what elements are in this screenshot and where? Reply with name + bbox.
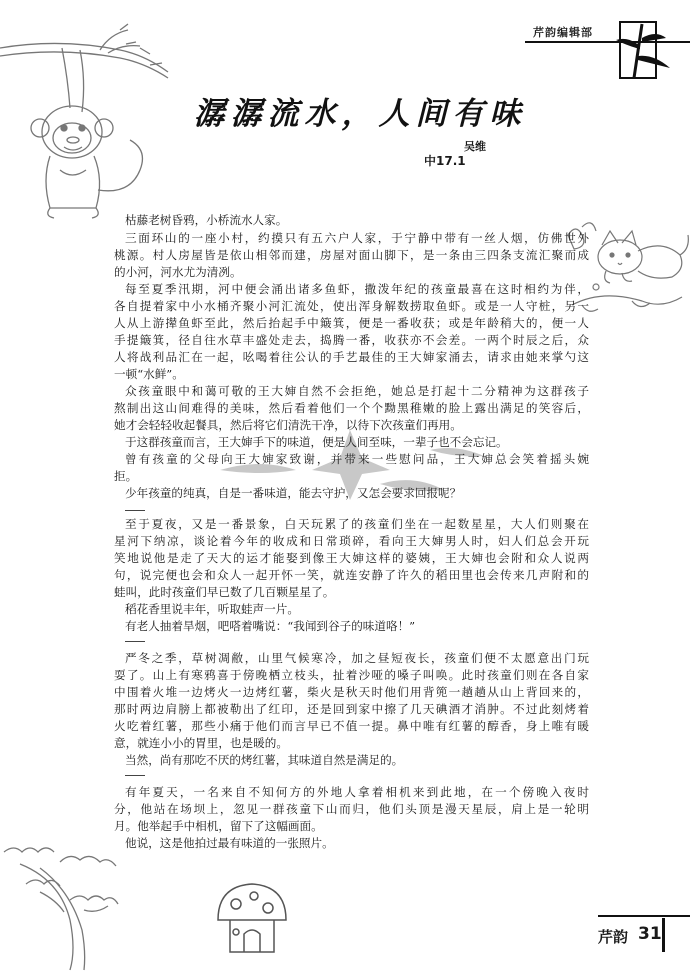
body-line: 曾有孩童的父母向王大婶家致谢，并带来一些慰问品，王大婶总会笑着摇头婉 xyxy=(125,452,589,466)
body-line: 桃源。村人房屋皆是依山相邻而建，房屋对面山脚下，是一条由三四条支流汇聚而成 xyxy=(114,248,589,262)
author-name: 吴维 xyxy=(464,140,486,153)
body-line: 人从上游撵鱼虾至此，然后抬起手中簸箕，便是一番收获；或是年龄稍大的，便一人 xyxy=(114,316,589,330)
body-line: 蛙叫，此时孩童们早已数了几百颗星星了。 xyxy=(114,585,335,599)
section-divider xyxy=(125,641,145,642)
author-class: 中17.1 xyxy=(424,154,466,168)
body-line: 有老人抽着旱烟，吧嗒着嘴说：“我闻到谷子的味道咯！” xyxy=(125,619,416,633)
body-line: 拒。 xyxy=(114,469,138,483)
body-line: 众孩童眼中和蔼可敬的王大婶自然不会拒绝，她总是打起十二分精神为这群孩子 xyxy=(125,384,589,398)
body-line: 中围着火堆一边烤火一边烤红薯，柴火是秋天时他们用背篼一趟趟从山上背回来的， xyxy=(114,685,589,699)
body-line: 她才会轻轻收起餐具，然后将它们清洗干净，以待下次孩童们再用。 xyxy=(114,418,462,432)
body-line: 各自提着家中小水桶齐聚小河汇流处，使出浑身解数捞取鱼虾。或是一人守桩，另一 xyxy=(114,299,589,313)
body-line: 少年孩童的纯真，自是一番味道，能去守护，又怎会要求回报呢？ xyxy=(125,486,462,500)
article-title: 潺潺流水，人间有味 xyxy=(193,96,527,132)
page-number: 31 xyxy=(638,924,662,944)
body-line: 句，说完便也会和众人一起开怀一笑，就连安静了许久的稻田里也会传来几声附和的 xyxy=(114,568,589,582)
body-line: 稻花香里说丰年，听取蛙声一片。 xyxy=(125,602,299,616)
body-line: 意，就连小小的胃里，也是暖的。 xyxy=(114,736,288,750)
body-line: 一顿“水鲜”。 xyxy=(114,367,184,381)
body-line: 那时两边肩膀上都被勒出了红印，还是回到家中擦了几天碘酒才消肿。不过此刻烤着 xyxy=(114,702,589,716)
body-line: 手提簸箕，径自往水草丰盛处走去，捣腾一番，收获亦不会差。一两个时辰之后，众 xyxy=(114,333,589,347)
body-line: 人将战利品汇在一起，吆喝着往公认的手艺最佳的王大婶家涌去，请求由她来掌勺这 xyxy=(114,350,589,364)
column-tag: 芹韵编辑部 xyxy=(533,26,593,39)
body-line: 熬制出这山间难得的美味，然后看着他们一个个黝黑稚嫩的脸上露出满足的笑容后， xyxy=(114,401,589,415)
section-divider xyxy=(125,510,145,511)
body-line: 三面环山的一座小村，约摸只有五六户人家，于宁静中带有一丝人烟，仿佛世外 xyxy=(125,231,589,245)
body-line: 火吃着红薯，那些小痛于他们而言早已不值一提。鼻中唯有红薯的醇香，身上唯有暖 xyxy=(114,719,589,733)
body-line: 严冬之季，草树凋敝，山里气候寒冷，加之昼短夜长，孩童们便不太愿意出门玩 xyxy=(125,651,589,665)
page-bar xyxy=(662,918,665,952)
body-line: 星河下纳凉，谈论着今年的收成和日常琐碎，看向王大婶男人时，妇人们总会开玩 xyxy=(114,534,589,548)
body-line: 分，他站在场坝上，忽见一群孩童下山而归，他们头顶是漫天星辰，肩上是一轮明 xyxy=(114,802,589,816)
body-line: 他说，这是他拍过最有味道的一张照片。 xyxy=(125,836,334,850)
body-line: 至于夏夜，又是一番景象，白天玩累了的孩童们坐在一起数星星，大人们则聚在 xyxy=(125,517,589,531)
body-line: 当然，尚有那吃不厌的烤红薯，其味道自然是满足的。 xyxy=(125,753,404,767)
body-line: 笑地说他是走了天大的运才能娶到像王大婶这样的婆姨，王大婶也会附和众人说两 xyxy=(114,551,589,565)
body-line: 耍了。山上有寒鸦喜于傍晚栖立枝头，扯着沙哑的嗓子叫唤。此时孩童们则在各自家 xyxy=(114,668,589,682)
footer-rule xyxy=(598,915,690,917)
body-line: 有年夏天，一名来自不知何方的外地人拿着相机来到此地，在一个傍晚入夜时 xyxy=(125,785,589,799)
body-line: 枯藤老树昏鸦，小桥流水人家。 xyxy=(125,213,288,227)
body-line: 于这群孩童而言，王大婶手下的味道，便是人间至味，一辈子也不会忘记。 xyxy=(125,435,508,449)
body-line: 每至夏季汛期，河中便会涌出诸多鱼虾，撒泼年纪的孩童最喜在这时相约为伴， xyxy=(125,282,589,296)
section-divider xyxy=(125,775,145,776)
body-line: 的小河，河水尤为清冽。 xyxy=(114,265,242,279)
body-line: 月。他举起手中相机，留下了这幅画面。 xyxy=(114,819,323,833)
footer-label: 芹韵 xyxy=(598,928,629,946)
